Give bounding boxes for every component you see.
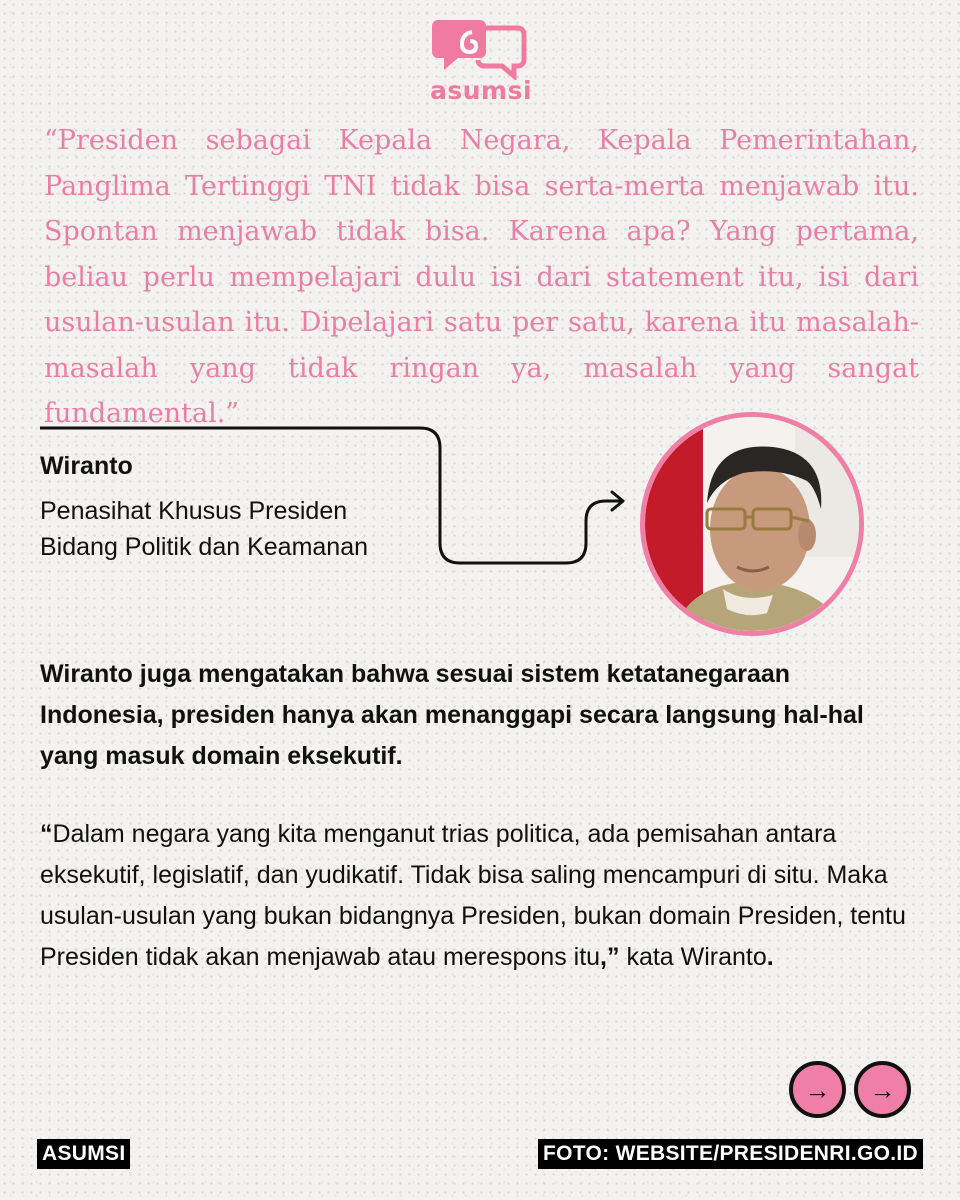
quote-attribution: kata Wiranto — [619, 943, 767, 971]
brand-footer-label: ASUMSI — [37, 1139, 130, 1169]
speaker-photo — [640, 412, 864, 636]
pull-quote: “Presiden sebagai Kepala Negara, Kepala Pemerintahan, Panglima Tertinggi TNI tidak bisa serta-merta menjawab itu. Spontan menjawab tidak bisa. Karena apa? Yang pertama, beliau perlu mempelajari dulu isi dari statement itu, isi dari usulan-usulan itu. Dipelajari satu per satu, karena itu masalah-masalah yang tidak ringan ya, masalah yang sangat fundamental.” — [44, 125, 919, 429]
next-button-2[interactable] — [854, 1061, 911, 1118]
quote-period: . — [766, 943, 774, 971]
speaker-role — [40, 493, 460, 565]
summary-paragraph: Wiranto juga mengatakan bahwa sesuai sistem ketatanegaraan Indonesia, presiden hanya akan menanggapi secara langsung hal-hal yang masuk domain eksekutif. — [40, 660, 864, 770]
arrow-right-icon: → — [804, 1074, 831, 1105]
arrow-right-icon: → — [869, 1074, 896, 1105]
next-button-1[interactable] — [789, 1061, 846, 1118]
speaker-name: Wiranto — [40, 452, 133, 480]
quote-open-mark: “ — [40, 820, 53, 848]
photo-credit: FOTO: WEBSITE/PRESIDENRI.GO.ID — [538, 1139, 923, 1169]
logo-wordmark: asumsi — [429, 76, 533, 105]
quote-paragraph-text: Dalam negara yang kita menganut trias politica, ada pemisahan antara eksekutif, legislatif, dan yudikatif. Tidak bisa saling mencampuri di situ. Maka usulan-usulan yang bukan bidangnya Presiden, bukan domain Presiden, tentu Presiden tidak akan menjawab atau merespons itu — [40, 820, 906, 971]
quote-close-mark: ,” — [600, 943, 620, 971]
speaker-role-line2: Bidang Politik dan Keamanan — [40, 533, 369, 561]
quote-paragraph — [40, 814, 920, 978]
speaker-role-line1: Penasihat Khusus Presiden — [40, 497, 348, 525]
portrait-image — [645, 417, 859, 631]
